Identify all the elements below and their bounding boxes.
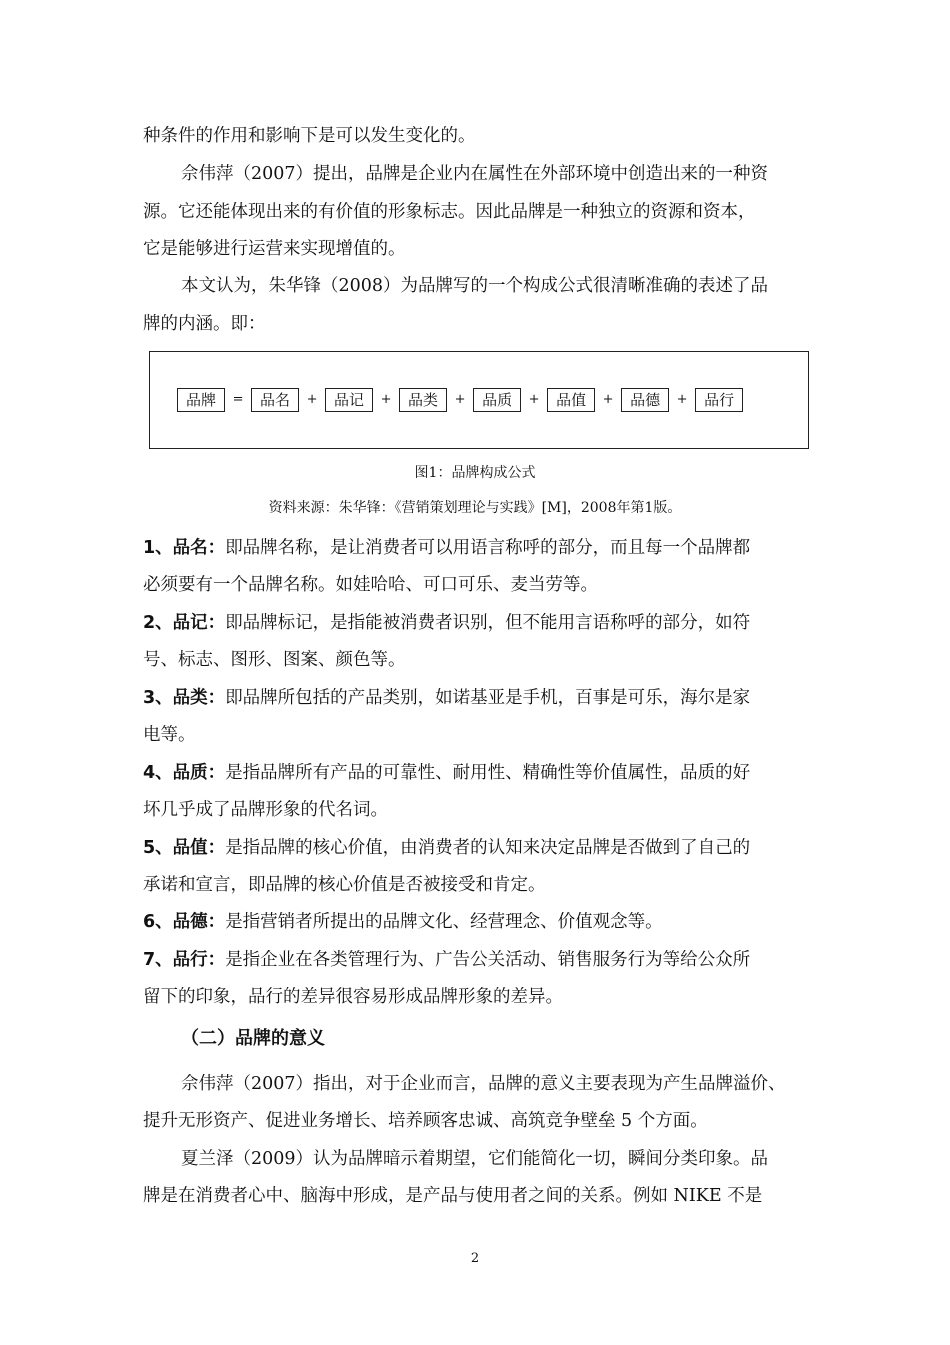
list-item-line: 必须要有一个品牌名称。如娃哈哈、可口可乐、麦当劳等。 <box>143 575 598 595</box>
item-heading: 1、品名： <box>143 538 226 558</box>
list-item-line <box>143 835 813 861</box>
section-heading: （二）品牌的意义 <box>181 1028 325 1049</box>
equals-sign: = <box>232 392 244 407</box>
formula-term: 品值 <box>547 388 595 412</box>
item-heading: 2、品记： <box>143 613 226 633</box>
item-text: 即品牌标记，是指能被消费者识别，但不能用言语称呼的部分，如符 <box>225 613 751 633</box>
list-item-line <box>143 909 813 935</box>
plus-sign: + <box>454 392 466 407</box>
item-heading: 3、品类： <box>143 688 226 708</box>
list-item-line <box>143 535 813 561</box>
formula-term: 品名 <box>251 388 299 412</box>
plus-sign: + <box>676 392 688 407</box>
item-text: 是指企业在各类管理行为、广告公关活动、销售服务行为等给公众所 <box>225 950 751 970</box>
paragraph-line: 它是能够进行运营来实现增值的。 <box>143 239 406 259</box>
paragraph-line: 牌的内涵。即： <box>143 314 266 334</box>
paragraph-line: 源。它还能体现出来的有价值的形象标志。因此品牌是一种独立的资源和资本， <box>143 202 756 222</box>
list-item-line <box>143 685 813 711</box>
item-text: 即品牌所包括的产品类别，如诺基亚是手机，百事是可乐，海尔是家 <box>225 688 751 708</box>
list-item-line: 号、标志、图形、图案、颜色等。 <box>143 650 406 670</box>
list-item-line <box>143 947 813 973</box>
plus-sign: + <box>602 392 614 407</box>
formula-row <box>177 388 743 412</box>
list-item-line: 坏几乎成了品牌形象的代名词。 <box>143 800 388 820</box>
item-text: 是指品牌所有产品的可靠性、耐用性、精确性等价值属性，品质的好 <box>225 763 751 783</box>
list-item-line: 承诺和宣言，即品牌的核心价值是否被接受和肯定。 <box>143 875 546 895</box>
paragraph-line: 佘伟萍（2007）指出，对于企业而言，品牌的意义主要表现为产生品牌溢价、 <box>181 1074 786 1094</box>
paragraph-line: 本文认为，朱华锋（2008）为品牌写的一个构成公式很清晰准确的表述了品 <box>181 276 769 296</box>
formula-term: 品记 <box>325 388 373 412</box>
paragraph-line: 佘伟萍（2007）提出，品牌是企业内在属性在外部环境中创造出来的一种资 <box>181 164 769 184</box>
item-text: 是指品牌的核心价值，由消费者的认知来决定品牌是否做到了自己的 <box>225 838 751 858</box>
item-heading: 7、品行： <box>143 950 226 970</box>
page-number: 2 <box>470 1251 480 1266</box>
plus-sign: + <box>306 392 318 407</box>
brand-formula-figure <box>149 351 809 449</box>
list-item-line <box>143 760 813 786</box>
figure-caption: 图1：品牌构成公式 <box>414 465 536 481</box>
list-item-line <box>143 610 813 636</box>
item-heading: 5、品值： <box>143 838 226 858</box>
paragraph-line: 牌是在消费者心中、脑海中形成，是产品与使用者之间的关系。例如 NIKE 不是 <box>143 1186 763 1206</box>
item-text: 是指营销者所提出的品牌文化、经营理念、价值观念等。 <box>225 912 663 932</box>
item-heading: 6、品德： <box>143 912 226 932</box>
figure-source: 资料来源：朱华锋：《营销策划理论与实践》[M]，2008年第1版。 <box>268 500 682 516</box>
item-heading: 4、品质： <box>143 763 226 783</box>
formula-term: 品类 <box>399 388 447 412</box>
formula-term: 品德 <box>621 388 669 412</box>
item-text: 即品牌名称，是让消费者可以用语言称呼的部分，而且每一个品牌都 <box>225 538 751 558</box>
list-item-line: 留下的印象，品行的差异很容易形成品牌形象的差异。 <box>143 987 563 1007</box>
plus-sign: + <box>380 392 392 407</box>
formula-term: 品行 <box>695 388 743 412</box>
formula-term: 品质 <box>473 388 521 412</box>
formula-result-term: 品牌 <box>177 388 225 412</box>
paragraph-line: 提升无形资产、促进业务增长、培养顾客忠诚、高筑竞争壁垒 5 个方面。 <box>143 1111 708 1131</box>
list-item-line: 电等。 <box>143 725 196 745</box>
paragraph-line: 种条件的作用和影响下是可以发生变化的。 <box>143 126 476 146</box>
paragraph-line: 夏兰泽（2009）认为品牌暗示着期望，它们能简化一切，瞬间分类印象。品 <box>181 1149 769 1169</box>
plus-sign: + <box>528 392 540 407</box>
